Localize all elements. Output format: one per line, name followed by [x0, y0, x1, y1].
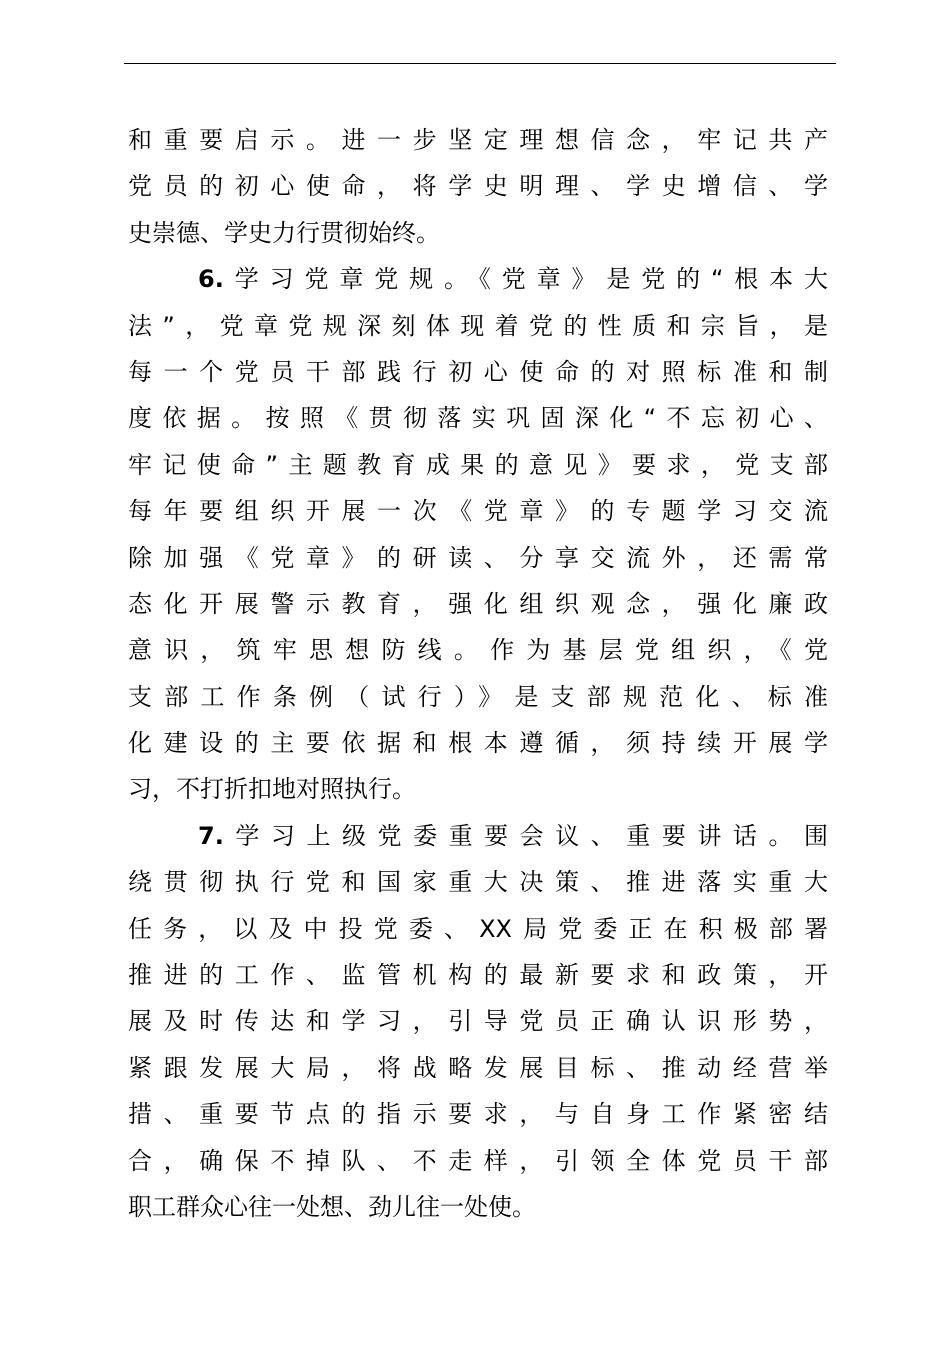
text-line: 态化开展警示教育，强化组织观念，强化廉政	[128, 589, 828, 618]
text-line: 化建设的主要依据和根本遵循，须持续开展学	[128, 729, 828, 758]
text-line: 措、重要节点的指示要求，与自身工作紧密结	[128, 1100, 828, 1129]
text-line: 推进的工作、监管机构的最新要求和政策，开	[128, 961, 828, 990]
text-line: 每年要组织开展一次《党章》的专题学习交流	[128, 497, 828, 526]
text-line: 绕贯彻执行党和国家重大决策、推进落实重大	[128, 868, 828, 897]
section-6-paragraph	[128, 256, 828, 813]
text-line: 合，确保不掉队、不走样，引领全体党员干部	[128, 1146, 828, 1175]
section-6-heading-line	[128, 256, 828, 302]
text-line: 牢记使命”主题教育成果的意见》要求，党支部	[128, 450, 828, 479]
section-6-number: 6.	[198, 265, 224, 294]
text-line: 史崇德、学史力行贯彻始终。	[128, 218, 440, 247]
text-line: 意识，筑牢思想防线。作为基层党组织，《党	[128, 636, 828, 665]
text-line: 任务，以及中投党委、XX局党委正在积极部署	[128, 914, 828, 943]
paragraph-continuation	[128, 117, 828, 256]
text-line: 紧跟发展大局，将战略发展目标、推动经营举	[128, 1053, 828, 1082]
text-line: 和重要启示。进一步坚定理想信念，牢记共产	[128, 126, 828, 154]
text-line: 每一个党员干部践行初心使命的对照标准和制	[128, 357, 828, 386]
text-line: 除加强《党章》的研读、分享交流外，还需常	[128, 543, 828, 572]
header-rule	[124, 63, 836, 64]
text-line: 党员的初心使命，将学史明理、学史增信、学	[128, 172, 828, 201]
document-body	[128, 117, 828, 1230]
section-7-number: 7.	[198, 821, 224, 850]
section-6-first-line: 学习党章党规。《党章》是党的“根本大	[223, 265, 828, 294]
text-line: 支部工作条例（试行）》是支部规范化、标准	[128, 682, 828, 711]
text-line: 习，不打折扣地对照执行。	[128, 775, 416, 804]
section-7-heading-line	[128, 813, 828, 859]
section-7-paragraph	[128, 813, 828, 1231]
text-line: 职工群众心往一处想、劲儿往一处使。	[128, 1192, 536, 1221]
section-7-first-line: 学习上级党委重要会议、重要讲话。围	[223, 821, 828, 850]
text-line: 度依据。按照《贯彻落实巩固深化“不忘初心、	[128, 404, 828, 433]
text-line: 法”，党章党规深刻体现着党的性质和宗旨，是	[128, 311, 828, 340]
text-line: 展及时传达和学习，引导党员正确认识形势，	[128, 1007, 828, 1036]
